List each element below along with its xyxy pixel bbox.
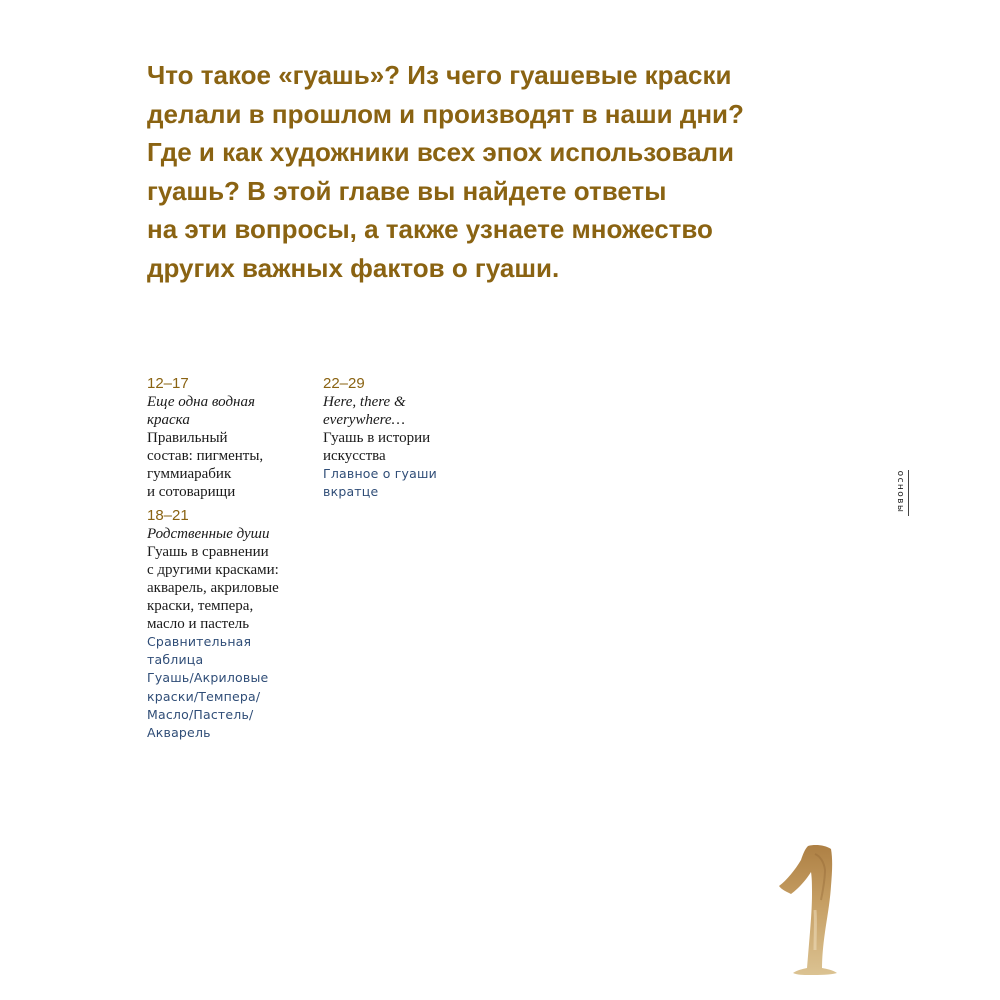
- toc-entry: [323, 375, 488, 501]
- toc-description: [147, 429, 312, 501]
- toc-subtitle-line: Родственные души: [147, 526, 270, 542]
- toc-description-line: краски, темпера,: [147, 598, 254, 614]
- toc-description-line: акварель, акриловые: [147, 580, 279, 596]
- toc-description-line: с другими красками:: [147, 562, 279, 578]
- toc-subtitle-line: Еще одна водная: [147, 394, 255, 410]
- intro-line: других важных фактов о гуаши.: [147, 252, 560, 283]
- toc-extra: [323, 465, 488, 501]
- toc-description-line: Правильный: [147, 430, 228, 446]
- painted-number-one-icon: [775, 840, 845, 980]
- toc-extra-line: Акварель: [147, 725, 211, 741]
- toc-subtitle-line: Here, there &: [323, 394, 406, 410]
- toc-subtitle: [147, 393, 312, 429]
- intro-line: Что такое «гуашь»? Из чего гуашевые краски: [147, 60, 732, 90]
- toc-extra-line: таблица: [147, 652, 204, 668]
- toc-extra-line: Масло/Пастель/: [147, 706, 254, 722]
- toc-page-range: 12–17: [147, 375, 189, 392]
- toc-extra-line: вкратце: [323, 484, 379, 500]
- toc-extra-line: Гуашь/Акриловые: [147, 670, 269, 686]
- intro-line: Где и как художники всех эпох использовали: [147, 137, 735, 167]
- toc-description-line: Гуашь в истории: [323, 430, 431, 446]
- toc-page-range: 22–29: [323, 375, 365, 392]
- toc-description-line: состав: пигменты,: [147, 448, 264, 464]
- side-divider: [908, 470, 909, 516]
- toc-entry: [147, 507, 312, 742]
- toc-extra: [147, 633, 312, 742]
- toc-description: [147, 543, 312, 633]
- toc-subtitle: [323, 393, 488, 429]
- toc-entry: [147, 375, 312, 501]
- toc-subtitle-line: everywhere…: [323, 412, 405, 428]
- intro-line: на эти вопросы, а также узнаете множество: [147, 214, 713, 244]
- toc-description-line: гуммиарабик: [147, 466, 232, 482]
- toc-extra-line: краски/Темпера/: [147, 688, 261, 704]
- intro-line: гуашь? В этой главе вы найдете ответы: [147, 175, 667, 206]
- toc-extra-line: Сравнительная: [147, 634, 252, 649]
- toc-description: [323, 429, 488, 465]
- toc-column-right: [323, 375, 488, 507]
- section-side-label-text: основы: [895, 470, 905, 514]
- toc-description-line: Гуашь в сравнении: [147, 544, 269, 560]
- toc-description-line: масло и пастель: [147, 616, 250, 632]
- toc-description-line: искусства: [323, 448, 386, 464]
- painted-number-one-icon-graphic: [775, 840, 845, 980]
- toc-subtitle: [147, 525, 312, 543]
- toc-extra-line: Главное о гуаши: [323, 466, 437, 481]
- toc-page-range: 18–21: [147, 507, 189, 524]
- section-side-label: [893, 472, 907, 512]
- chapter-intro: [147, 56, 847, 287]
- toc-subtitle-line: краска: [147, 412, 190, 428]
- toc-column-left: [147, 375, 312, 748]
- intro-line: делали в прошлом и производят в наши дни?: [147, 98, 744, 129]
- toc-description-line: и сотоварищи: [147, 484, 236, 500]
